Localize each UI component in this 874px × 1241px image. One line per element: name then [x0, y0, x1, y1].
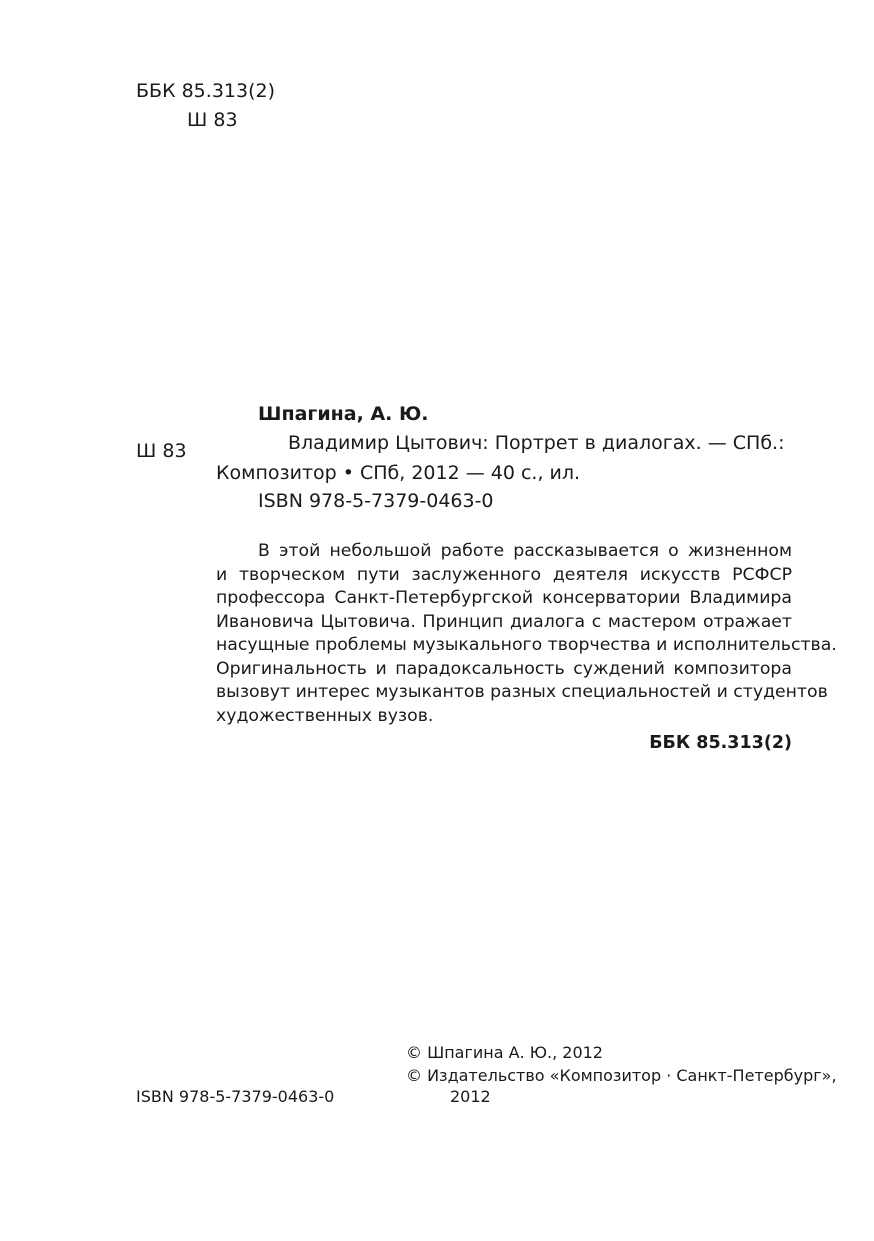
copyright-publisher: © Издательство «Композитор · Санкт-Петербург», — [406, 1066, 837, 1085]
abstract-line: вызовут интерес музыкантов разных специальностей и студентов — [216, 682, 828, 702]
copyright-author: © Шпагина А. Ю., 2012 — [406, 1043, 603, 1062]
abstract-line: насущные проблемы музыкального творчества и исполнительства. — [216, 635, 837, 655]
abstract-line: Оригинальность и парадоксальность суждений композитора — [216, 658, 792, 679]
author-mark-top: Ш 83 — [187, 109, 238, 131]
abstract-line: В этой небольшой работе рассказывается о жизненном — [258, 541, 792, 561]
abstract-line: художественных вузов. — [216, 705, 434, 726]
isbn-footer: ISBN 978-5-7379-0463-0 — [136, 1087, 335, 1106]
author-name: Шпагина, А. Ю. — [258, 403, 429, 425]
publisher-line: Композитор • СПб, 2012 — 40 с., ил. — [216, 462, 581, 484]
copyright-year: 2012 — [450, 1087, 491, 1106]
bbk-code-top: ББК 85.313(2) — [136, 80, 275, 102]
abstract-line: Ивановича Цытовича. Принцип диалога с мастером отражает — [216, 611, 792, 632]
abstract-line: и творческом пути заслуженного деятеля искусств РСФСР — [216, 564, 792, 585]
author-mark-side: Ш 83 — [136, 440, 187, 462]
abstract-paragraph — [216, 540, 837, 728]
book-title-line: Владимир Цытович: Портрет в диалогах. — СПб.: — [288, 432, 785, 454]
isbn-card: ISBN 978-5-7379-0463-0 — [258, 490, 494, 512]
bbk-code-bottom: ББК 85.313(2) — [649, 733, 792, 753]
abstract-line: профессора Санкт-Петербургской консерватории Владимира — [216, 588, 792, 608]
